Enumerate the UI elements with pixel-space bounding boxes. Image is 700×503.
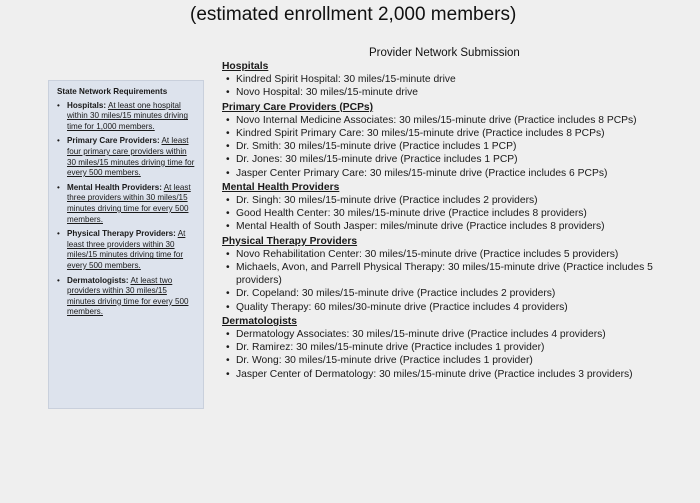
requirement-label: Physical Therapy Providers: [67,229,176,239]
list-item: • Dermatology Associates: 30 miles/15-minute drive (Practice includes 4 providers) [236,328,692,341]
physical-therapy-list [222,248,692,314]
section-heading-pcps: Primary Care Providers (PCPs) [222,101,374,113]
requirements-title: State Network Requirements [57,87,168,96]
list-item: • Dr. Ramirez: 30 miles/15-minute drive (Practice includes 1 provider) [236,341,692,354]
dermatologists-list [222,328,692,381]
requirement-label: Hospitals: [67,100,107,110]
requirement-dermatologists [67,276,197,318]
list-item: • Novo Internal Medicine Associates: 30 miles/15-minute drive (Practice includes 8 PCPs) [236,114,692,127]
list-item: • Dr. Singh: 30 miles/15-minute drive (Practice includes 2 providers) [236,194,692,207]
requirement-hospitals [67,101,197,133]
section-heading-dermatologists: Dermatologists [222,315,297,327]
requirements-panel [48,80,204,409]
requirement-detail: At least two providers within 30 miles/15 minutes driving time for every 500 members. [67,275,189,317]
requirement-detail: At least three providers within 30 miles/15 minutes driving time for every 500 members. [67,229,186,270]
pcps-list [222,114,692,180]
list-item: • Dr. Copeland: 30 miles/15-minute drive (Practice includes 2 providers) [236,287,692,300]
requirement-pcps [67,136,197,178]
requirement-label: Mental Health Providers: [67,182,162,192]
requirement-physical-therapy [67,229,197,271]
list-item: • Kindred Spirit Hospital: 30 miles/15-minute drive [236,73,692,86]
section-heading-hospitals: Hospitals [222,61,269,72]
section-heading-mental-health: Mental Health Providers [222,181,340,193]
list-item: • Kindred Spirit Primary Care: 30 miles/15-minute drive (Practice includes 8 PCPs) [236,127,692,140]
requirement-label: Dermatologists: [67,275,129,285]
list-item: • Dr. Smith: 30 miles/15-minute drive (Practice includes 1 PCP) [236,140,692,153]
page-title: (estimated enrollment 2,000 members) [190,4,517,25]
list-item: • Good Health Center: 30 miles/15-minute drive (Practice includes 8 providers) [236,207,692,220]
requirement-label: Primary Care Providers: [67,136,160,146]
list-item: • Michaels, Avon, and Parrell Physical Therapy: 30 miles/15-minute drive (Practice includes 5 providers) [236,261,692,287]
requirement-detail: At least one hospital within 30 miles/15 minutes driving time for 1,000 members. [67,100,189,131]
list-item: • Dr. Jones: 30 miles/15-minute drive (Practice includes 1 PCP) [236,153,692,166]
submission-panel [222,59,692,381]
mental-health-list [222,194,692,234]
requirement-detail: At least four primary care providers within 30 miles/15 minutes driving time for every 500 members. [67,136,195,178]
section-heading-physical-therapy: Physical Therapy Providers [222,235,358,247]
requirement-mental-health [67,183,197,225]
requirement-detail: At least three providers within 30 miles/15 minutes driving time for every 500 members. [67,182,191,224]
submission-label: Provider Network Submission [369,47,520,59]
list-item: • Jasper Center of Dermatology: 30 miles/15-minute drive (Practice includes 3 providers) [236,368,692,381]
requirements-list [53,101,197,318]
list-item: • Quality Therapy: 60 miles/30-minute drive (Practice includes 4 providers) [236,301,692,314]
list-item: • Novo Hospital: 30 miles/15-minute drive [236,86,692,99]
list-item: • Dr. Wong: 30 miles/15-minute drive (Practice includes 1 provider) [236,354,692,367]
list-item: • Mental Health of South Jasper: miles/minute drive (Practice includes 8 providers) [236,220,692,233]
hospitals-list [222,73,692,99]
list-item: • Jasper Center Primary Care: 30 miles/15-minute drive (Practice includes 6 PCPs) [236,167,692,180]
list-item: • Novo Rehabilitation Center: 30 miles/15-minute drive (Practice includes 5 providers) [236,248,692,261]
